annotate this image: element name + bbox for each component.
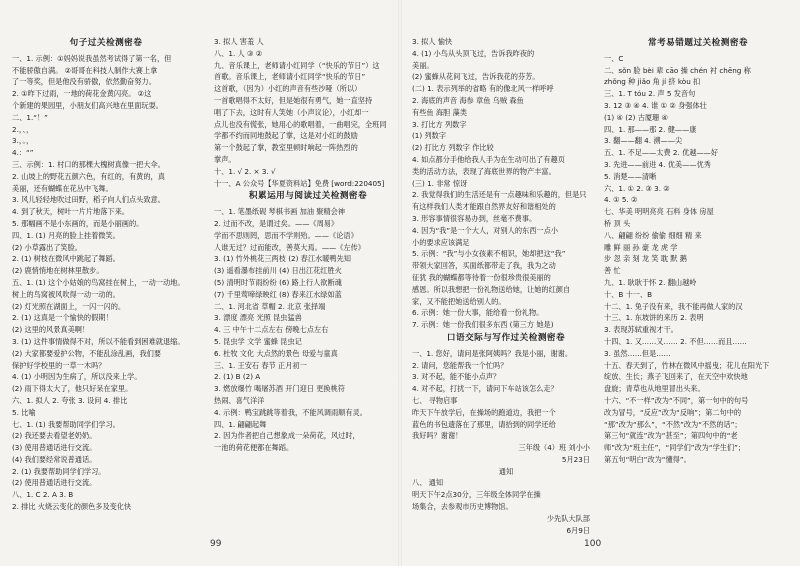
answer-line: 6. 杜牧 文化 大点然的景色 母爱与童真 — [214, 348, 338, 358]
answer-line: 不能骄傲自满。 ②哥哥在科技人制作大赛上拿 — [12, 65, 158, 75]
answer-line: (3) 遥看瀑布挂前川 (4) 日出江花红胜火 — [214, 266, 342, 276]
answer-line: 二、sǒn 脸 bèi 辈 cāo 操 chén 衬 chēng 称 — [604, 65, 751, 75]
date-1: 5月23日 — [561, 454, 590, 464]
answer-line: 5. 消楚——清晰 — [604, 171, 657, 181]
answer-line: 3. 虽然……但是…… — [604, 348, 671, 358]
answer-line: 点儿也没有慌张，她用心的歌唱着，一曲唱完，全班同 — [214, 119, 387, 129]
answer-line: 学而不思则罔，思而不学则殆。——《论语》 — [214, 230, 358, 240]
answer-line: 雕 鲜 丽 孙 豪 龙 虎 学 — [604, 242, 678, 252]
answer-line: 感恩。所以我想把一份礼物送给她，让她的红颜自 — [412, 284, 571, 294]
answer-line: 有这样我们人类才能跟自然界友好和谐相处的 — [412, 202, 556, 212]
answer-line: 树上的鸟窝被风吹得一动一动的。 — [12, 289, 120, 299]
answer-line: 七、 寻物启事 — [412, 395, 458, 405]
answer-line: 我好吗？谢谢！ — [412, 431, 463, 441]
answer-line: 3. (1) 竹外桃花三两枝 (2) 春江水暖鸭先知 — [214, 254, 351, 264]
answer-line: 八、 通知 — [412, 478, 444, 488]
answer-line: (2) 蜜蜂从花间飞过，告诉我花的芬芳。 — [412, 72, 540, 82]
answer-line: 美丽。 — [412, 60, 434, 70]
answer-line: 九、音乐课上，老师请小红同学（“快乐的节日”）这 — [214, 60, 380, 70]
answer-line: (二) 1. 表示列举的省略 有的像北风一样呼呼 — [412, 84, 554, 94]
answer-line: 场集合，去参观市历史博物馆。 — [412, 502, 513, 512]
answer-line: 这首歌，（因为）小红的声音有些沙哑（所以） — [214, 84, 362, 94]
answer-line: 绽放、生长；燕子飞回来了，在天空中欢快地 — [604, 372, 748, 382]
answer-line: 善 忙 — [604, 266, 621, 276]
answer-line: 三、示例：1. 村口的那棵大槐树真像一把大伞。 — [12, 159, 165, 169]
answer-line: 2. 排比 火烧云变化的颜色多及变化快 — [12, 502, 132, 512]
answer-line: 4. 因为“我”是一个大人，对别人的东西一点小 — [412, 225, 558, 235]
answer-line: 有些鱼 海胆 藻类 — [412, 107, 467, 117]
answer-line: 六、1. 拟人 2. 夸张 3. 设问 4. 排比 — [12, 395, 128, 405]
answer-line: 第五句“明白”改为“懂得”。 — [604, 454, 691, 464]
answer-line: 3. 形容事情很容易办到，丝毫不费事。 — [412, 213, 537, 223]
answer-line: 4. (1) 小明因为生病了，所以没来上学。 — [12, 372, 142, 382]
answer-line: (2) 小草露出了笑脸。 — [12, 242, 82, 252]
column-3-body — [412, 36, 600, 331]
section-title-accumulation: 积累运用与阅读过关检测密卷 — [248, 191, 368, 202]
answer-line: 四、1. 那——那 2. 健——康 — [604, 124, 697, 134]
answer-line: 一、1. 笔墨纸砚 琴棋书画 加油 聚精会神 — [214, 207, 345, 217]
answer-line: 3. 表现苏轼重视才干。 — [604, 325, 678, 335]
answer-line: 十、1. √ 2. × 3. √ — [214, 166, 276, 176]
answer-line: 一、1. 示例：①妈妈说我虽然考试得了第一名，但 — [12, 53, 172, 63]
column-3-body-2 — [412, 348, 600, 442]
answer-line: (2) 雨下得太大了，他只好呆在家里。 — [12, 384, 133, 394]
answer-line: 2. (1) 树枝在微风中跳起了舞蹈。 — [12, 254, 120, 264]
answer-line: 2. ①昨下过雨，一地的荷花金黄闪亮。 ②这 — [12, 89, 152, 99]
answer-line: 2. (1) 我要帮助同学们学习。 — [12, 466, 106, 476]
answer-line: 五、1. 不足——太费 2. 优越——好 — [604, 148, 719, 158]
answer-line: 5. 昆虫学 文学 蜜蜂 昆虫记 — [214, 336, 302, 346]
answer-line: 3. 12 ③ ④ 4. 谁 ① ② 身强体壮 — [604, 100, 707, 110]
answer-line: 3. 风儿轻轻地吹过田野，稻子向人们点头致意。 — [12, 195, 165, 205]
column-3 — [412, 36, 600, 540]
answer-line: (3) 使用普通话进行交流。 — [12, 443, 97, 453]
answer-line: 七、1. (1) 我要帮助同学们学习。 — [12, 419, 120, 429]
answer-line: 唱了下去，这时有人笑她（小声议论），小红却一 — [214, 107, 369, 117]
answer-line: 4. 三 中午十二点左右 傍晚七点左右 — [214, 325, 329, 335]
answer-line: 第一个鼓起了掌，教室里顿时响起一阵热烈的 — [214, 143, 358, 153]
answer-line: 带领大家回答，买面纸都带走了我，我为之动 — [412, 261, 556, 271]
answer-line: 二、1. 河北省 草帽 2. 北京 张择端 — [214, 301, 326, 311]
answer-line: 蓝色的书包遗落在了那里，请拾到的同学还给 — [412, 419, 556, 429]
answer-line: 一、C — [604, 53, 624, 63]
answer-line: (4) 我们要经常说普通话。 — [12, 454, 97, 464]
answer-line: 首歌。音乐课上，老师请小红同学“快乐的节日” — [214, 72, 366, 82]
answer-line: 三、1. 王安石 春节 正月初一 — [214, 360, 307, 370]
column-4-body — [604, 53, 792, 466]
answer-line: 桥 顶 头 — [604, 218, 631, 228]
page-number-left: 99 — [210, 539, 222, 549]
answer-line: 改为冒号，“反应”改为“反响”；第二句中的 — [604, 407, 742, 417]
answer-line: (2) 灯光照在湖面上，一闪一闪的。 — [12, 301, 126, 311]
answer-line: 明天下午2点30分，三年级全体同学在操 — [412, 490, 541, 500]
answer-line: 八、1. 人 ③ ② — [214, 48, 263, 58]
answer-line: 3. 燃放爆竹 喝屠苏酒 开门迎日 更换桃符 — [214, 384, 345, 394]
answer-line: 征犹 我的蝴蝶都等待着一份很珍贵很美丽的 — [412, 272, 551, 282]
column-2-body — [214, 206, 402, 454]
notice-title: 通知 — [498, 466, 514, 476]
answer-line: 2.，、， — [12, 124, 34, 134]
answer-line: 2. (1) 这真是一个愉快的假期！ — [12, 313, 113, 323]
answer-line: (5) 清明时节雨纷纷 (6) 路上行人欲断魂 — [214, 277, 342, 287]
answer-line: (2) 大家都要爱护公物，不能乱涂乱画，我们要 — [12, 348, 162, 358]
answer-line: 5. 示例：“我”与小女孩素不相识，她却把这“我” — [412, 249, 566, 259]
answer-line: (1) ④ (2) 古厦珊 ④ — [604, 112, 668, 122]
answer-line: 4. 对不起，打扰一下，请问下车站该怎么走？ — [412, 384, 558, 394]
answer-line: 六、1. ① 2. ③ 3. ② — [604, 183, 670, 193]
answer-line: 2. 请问，您能帮我一个忙吗？ — [412, 360, 508, 370]
answer-line: 保护好学校里的一草一木吗？ — [12, 360, 106, 370]
answer-line: 昨天下午放学后，在操场的跑道边，我把一个 — [412, 407, 556, 417]
answer-line: (7) 千里莺啼绿映红 (8) 春来江水绿如蓝 — [214, 289, 342, 299]
answer-line: 步 忽 亲 刻 龙 笑 耽 默 鹅 — [604, 254, 687, 264]
answer-line: (1) 列数字 — [412, 131, 447, 141]
answer-line: 5. 比喻 — [12, 407, 36, 417]
answer-line: 2. (1) B (2) A — [214, 372, 261, 382]
answer-line: 2. 因为作者把自己想象成一朵荷花，风过时， — [214, 431, 360, 441]
answer-line: 十二、1. 兔子没有来，我不能再做人家的汉 — [604, 301, 743, 311]
answer-line: 十四、1. 又……又…… 2. 不但……而且…… — [604, 336, 747, 346]
answer-line: 3. 先进——前进 4. 优美——优秀 — [604, 159, 711, 169]
answer-line: 十三、1. 东坡饼的来历 2. 表明 — [604, 313, 704, 323]
answer-line: 3. 打比方 列数字 — [412, 119, 467, 129]
answer-line: 5. 那幅画不是小东画的，而是小丽画的。 — [12, 218, 144, 228]
answer-line: 七、华美 明明亮亮 石料 身体 房屋 — [604, 207, 714, 217]
answer-line: 4. ① 5. ② — [604, 195, 638, 205]
answer-line: 十、B 十一、B — [604, 289, 653, 299]
column-1-body — [12, 53, 200, 513]
answer-line: 五、1. (1) 这个小姑娘的鸟窝挂在树上，一动一动地。 — [12, 277, 185, 287]
answer-line: 3. (1) 这件事情做得不对，所以不能看到困难就退缩。 — [12, 336, 185, 346]
answer-line: 二、1.“！” — [12, 112, 48, 122]
signature-brigade: 少先队大队部 — [546, 513, 590, 523]
notice-body — [412, 477, 600, 512]
column-2-top-body — [214, 36, 402, 189]
answer-line: (2) 打比方 列数字 作比较 — [412, 143, 494, 153]
signature-class: 三年级（4）班 刘小小 — [518, 443, 590, 453]
answer-line: (2) 这里的风景真美啊！ — [12, 325, 90, 335]
answer-line: 4.：“” — [12, 148, 34, 158]
answer-line: “那”改为“那么”，“不然”改为“不然的话”； — [604, 419, 742, 429]
answer-line: 四、1. (1) 月亮的脸上挂着微笑。 — [12, 230, 120, 240]
answer-line: 一、1. 您好，请问是张阿姨吗？我是小丽，谢谢。 — [412, 348, 573, 358]
answer-line: 2. 过而不改，是谓过矣。——《周易》 — [214, 218, 339, 228]
answer-line: 3. 拟人 愉快 — [412, 37, 453, 46]
answer-line: (2) 鹿悄悄地在树林里散步。 — [12, 266, 104, 276]
section-title-sentences: 句子过关检测密卷 — [69, 38, 143, 48]
answer-line: (三) 1. 非常 惊讶 — [412, 178, 468, 188]
answer-line: 2. 海底的声音 海参 章鱼 乌贼 森鱼 — [412, 95, 524, 105]
answer-line: 盘旋；青草也从地里冒出头来。 — [604, 384, 705, 394]
column-4 — [604, 36, 792, 540]
date-2: 6月9日 — [566, 525, 590, 535]
answer-line: 4. 如点都分手他给我人手为在生动可出了有趣页 — [412, 154, 565, 164]
answer-line: 3. 漂度 漂亮 光照 昆虫猛兽 — [214, 313, 302, 323]
answer-line: 第三句“就连”改为“甚至”；第四句中的“老 — [604, 431, 738, 441]
answer-line: 三、1. T tóu 2. 声 5 发音句 — [604, 89, 696, 99]
answer-line: (2) 使用普通话进行交流。 — [12, 478, 97, 488]
answer-line: zhǒng 种 jiǎo 角 jí 挤 kòu 扣 — [604, 77, 701, 87]
answer-line: 3. 对不起，能不能小点声？ — [412, 372, 501, 382]
answer-line: 3. 翻——翻 4. 溯——尖 — [604, 136, 683, 146]
answer-line: 3. 拟人 害羞 人 — [214, 37, 264, 46]
answer-line: 4. 示例：鸭宝跳跳等着我，不能风调雨顺有灵。 — [214, 407, 367, 417]
column-1 — [12, 36, 200, 540]
answer-line: 类的活动方法，表现了海底世界的物产丰富。 — [412, 166, 556, 176]
answer-line: 学都不约而同地鼓起了掌，这是对小红的鼓励 — [214, 131, 358, 141]
answer-line: 了一等奖，但是他没有骄傲，依然勤奋努力。 — [12, 77, 156, 87]
answer-line: 四、1. 翩翩起舞 — [214, 419, 267, 429]
column-2 — [214, 36, 402, 540]
answer-line: 家，又不能把她送给别人的。 — [412, 296, 506, 306]
answer-line: 2. 我觉得我们的生活还是有一点趣味和乐趣的，但是只 — [412, 190, 587, 200]
answer-line: 八、翩翩 纷纷 偷偷 细细 精 来 — [604, 230, 702, 240]
answer-line: 一首歌唱得不太好，但是她很有勇气，她一直坚持 — [214, 95, 373, 105]
answer-line: 人谁无过？过而能改，善莫大焉。——《左传》 — [214, 242, 365, 252]
answer-line: 掌声。 — [214, 154, 236, 164]
section-title-errors: 常考易错题过关检测密卷 — [647, 38, 749, 48]
answer-line: 7. 示例：她一份我们很多东西 (第三方 她是) — [412, 320, 554, 330]
answer-line: 小的要求应该满足 — [412, 237, 470, 247]
answer-line: 4. (1) 小鸟从头顶飞过，告诉我昨夜的 — [412, 48, 535, 58]
answer-line: (2) 我还要去看望老奶奶。 — [12, 431, 97, 441]
page-number-right: 100 — [584, 539, 602, 549]
answer-line: 一池的荷花便都在舞蹈。 — [214, 443, 294, 453]
answer-line: 师”改为“班主任”，“同学们”改为“学生们”； — [604, 443, 746, 453]
answer-line: 十五、春天到了，竹林在微风中摇曳；花儿在阳光下 — [604, 360, 770, 370]
answer-line: 3.，。， — [12, 136, 34, 146]
answer-line: 九、1. 耿耿于怀 2. 翻山越岭 — [604, 277, 697, 287]
answer-line: 十六、“不一样”改为“不同”，第一句中的句号 — [604, 395, 749, 405]
answer-line: 6. 示例：她一份大事，能给看一份礼物。 — [412, 308, 544, 318]
answer-line: 热闹、喜气洋洋 — [214, 395, 265, 405]
answer-line: 八、1. C 2. A 3. B — [12, 490, 74, 500]
section-title-oral-writing: 口语交际与写作过关检测密卷 — [446, 332, 566, 343]
answer-line: 个新建的果园里，小朋友们高兴地在里面玩耍。 — [12, 100, 163, 110]
answer-line: 2. 山坡上的野花五颜六色，有红的，有黄的，真 — [12, 171, 165, 181]
answer-line: 美丽，还有蝴蝶在花丛中飞舞。 — [12, 183, 113, 193]
answer-line: 4. 到了秋天，树叶一片片地落下来。 — [12, 207, 129, 217]
answer-line: 十一、A 公众号【华夏资料站】免费 [word:220405] — [214, 178, 385, 188]
